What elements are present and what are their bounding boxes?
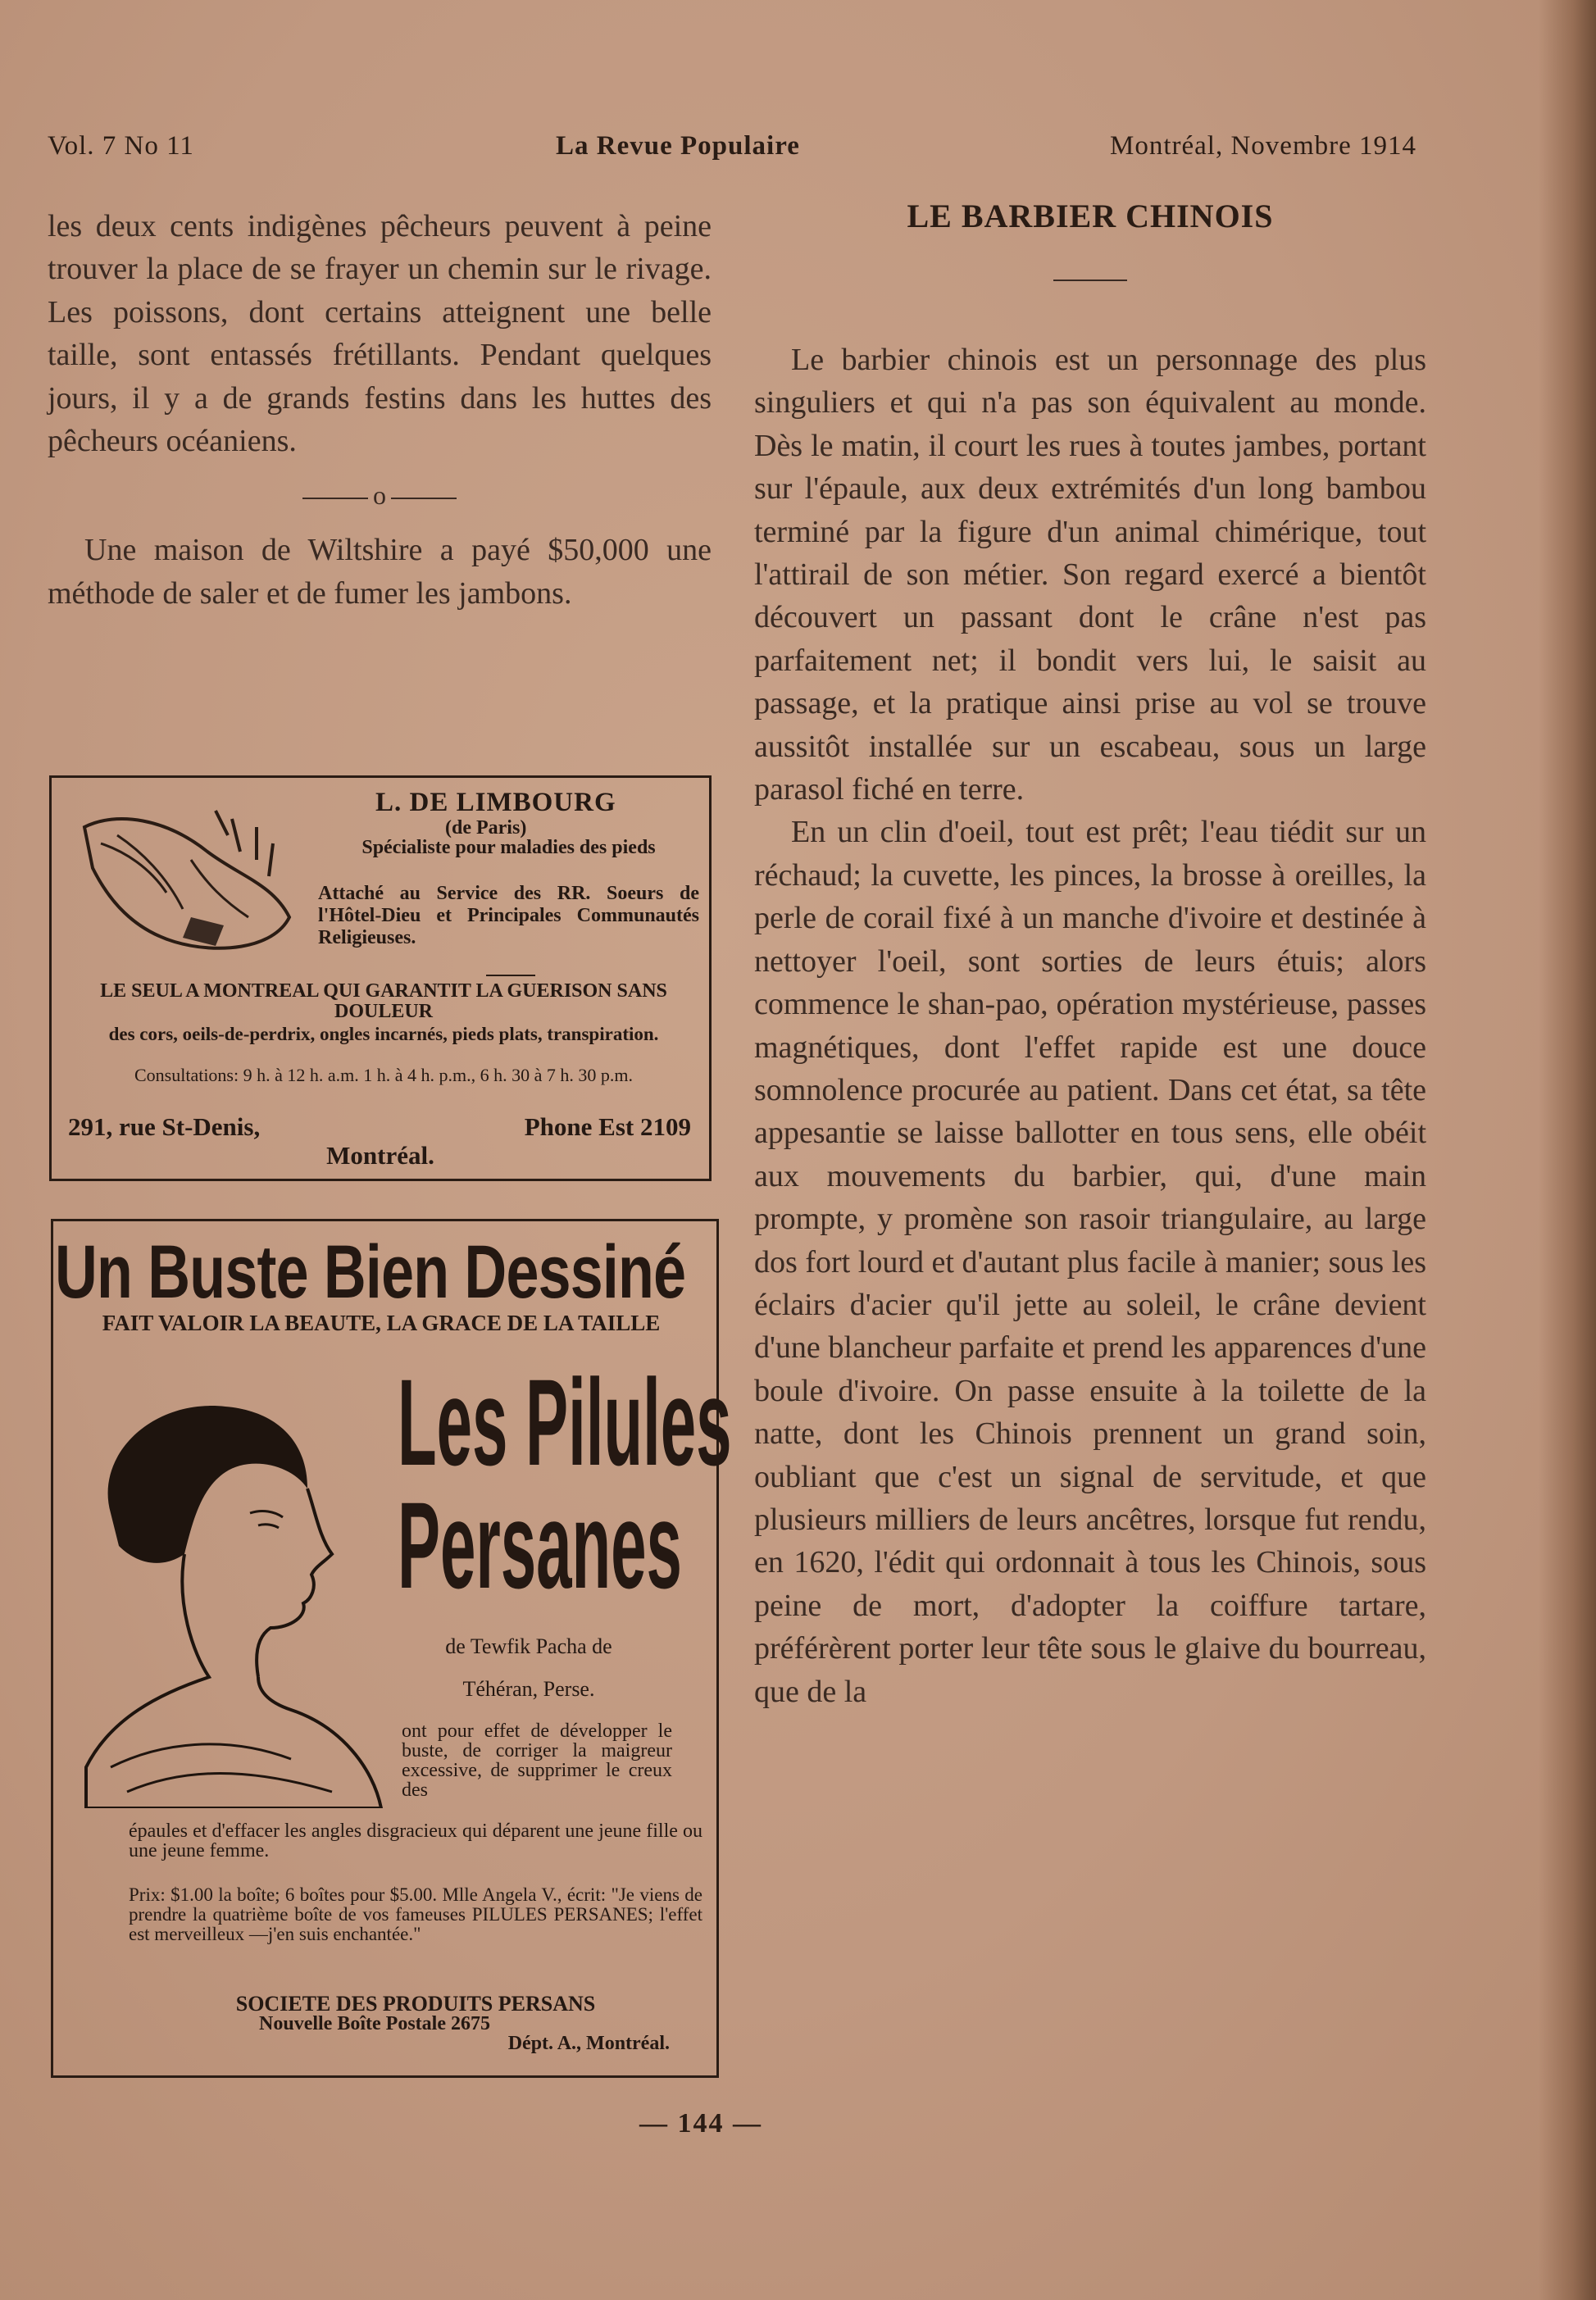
ad-divider [486,975,535,976]
ad-address: 291, rue St-Denis, [68,1112,261,1141]
ad-headline: Un Buste Bien Dessiné [55,1230,686,1314]
ad-maker-line2: Téhéran, Perse. [462,1677,595,1701]
advertiser-specialty: Spécialiste pour maladies des pieds [361,837,656,858]
article-title: LE BARBIER CHINOIS [907,198,1274,234]
ad-city: Montréal. [326,1141,434,1170]
foot-illustration-icon [68,794,306,958]
ad-subheadline: FAIT VALOIR LA BEAUTE, LA GRACE DE LA TAILLE [102,1311,661,1335]
ad-effect-text: ont pour effet de développer le buste, de corriger la maigreur excessive, de supprimer le creux des [402,1720,672,1801]
ad-phone: Phone Est 2109 [524,1112,691,1141]
ad-effect-text-continued: épaules et d'effacer les angles disgracieux qui déparent une jeune fille ou une jeune femme. [129,1820,703,1861]
advertiser-origin: (de Paris) [445,817,527,839]
ad-price-testimonial: Prix: $1.00 la boîte; 6 boîtes pour $5.00. Mlle Angela V., écrit: "Je viens de prendre la quatrième boîte de vos fameuses PILULES PERSANES; l'effet est merveilleux —j'en suis enchantée." [129,1884,703,1944]
ad-conditions: des cors, oeils-de-perdrix, ongles incarnés, pieds plats, transpiration. [108,1024,659,1044]
advertiser-name: L. DE LIMBOURG [375,788,616,817]
ad-maker [402,1625,656,1711]
article-paragraph-1: Le barbier chinois est un personnage des plus singuliers et qui n'a pas son équivalent au monde. Dès le matin, il court les rues à toutes jambes, portant sur l'épaule, aux deux extrémités d'un long bambou terminé par la figure d'un animal chimérique, tout l'attirail de son métier. Son regard exercé a bientôt découvert un passant dont le crâne n'est pas parfaitement net; il bondit vers lui, le saisit au passage, et la pratique ainsi prise au vol se trouve aussitôt installée sur un escabeau, sous un large parasol fiché en terre. [754,343,1426,807]
page-number: — 144 — [639,2108,762,2139]
ad-postal-box: Nouvelle Boîte Postale 2675 [259,2013,490,2034]
ad-department: Dépt. A., Montréal. [507,2033,670,2054]
advertisement-limbourg [49,775,712,1181]
issue-date: Montréal, Novembre 1914 [1110,131,1416,161]
left-paragraph-wiltshire: Une maison de Wiltshire a payé $50,000 une méthode de saler et de fumer les jambons. [48,533,712,611]
ad-maker-line1: de Tewfik Pacha de [445,1634,612,1658]
article-paragraph-2: En un clin d'oeil, tout est prêt; l'eau tiédit sur un réchaud; la cuvette, les pinces, la brosse à oreilles, la perle de corail fixé à un manche d'ivoire et destinée à nettoyer l'oeil, sont sorties de leurs étuis; alors commence le shan-pao, opération mystérieuse, passes magnétiques, dont l'effet rapide est une douce somnolence procurée au patient. Dans cet état, sa tête appesantie se laisse ballotter en tous sens, elle obéit aux mouvements du barbier, qui, d'une main prompte, y promène son rasoir triangulaire, au large dos fort lourd et d'autant plus facile à manier; sous les éclairs d'acier qu'il jette au soleil, le crâne devient d'une blancheur parfaite et prend les apparences d'une boule d'ivoire. On passe ensuite à la toilette de la natte, dont les Chinois prennent un grand soin, oubliant que c'est un signal de servitude, et que plusieurs milliers de leurs ancêtres, lorsque fut rendu, en 1620, l'édit qui ordonnait à tous les Chinois, sous peine de mort, d'adopter la coiffure tartare, préférèrent porter leur tête sous le glaive du bourreau, que de la [754,815,1426,1709]
product-name-line2: Persanes [398,1476,682,1614]
ad-guarantee: LE SEUL A MONTREAL QUI GARANTIT LA GUERISON SANS DOULEUR [100,980,667,1022]
section-separator: o [48,480,712,511]
advertiser-affiliation: Attaché au Service des RR. Soeurs de l'Hôtel-Dieu et Principales Communautés Religieuses. [318,883,699,948]
right-column [754,197,1426,1713]
page-edge-shadow [1539,0,1596,2300]
woman-portrait-icon [61,1382,406,1808]
left-paragraph-continued: les deux cents indigènes pêcheurs peuvent à peine trouver la place de se frayer un chemin sur le rivage. Les poissons, dont certains atteignent une belle taille, sont entassés frétillants. Pendant quelques jours, il y a de grands festins dans les huttes des pêcheurs océaniens. [48,209,712,459]
ad-society: SOCIETE DES PRODUITS PERSANS [235,1992,596,2016]
journal-title: La Revue Populaire [556,131,800,161]
advertisement-pilules-persanes [51,1219,732,2078]
title-divider [1053,280,1127,281]
product-name-line1: Les Pilules [398,1353,732,1491]
ad-hours: Consultations: 9 h. à 12 h. a.m. 1 h. à 4 h. p.m., 6 h. 30 à 7 h. 30 p.m. [134,1065,634,1085]
volume-number: Vol. 7 No 11 [48,131,194,161]
page-header [48,131,1416,172]
left-column [48,205,712,615]
